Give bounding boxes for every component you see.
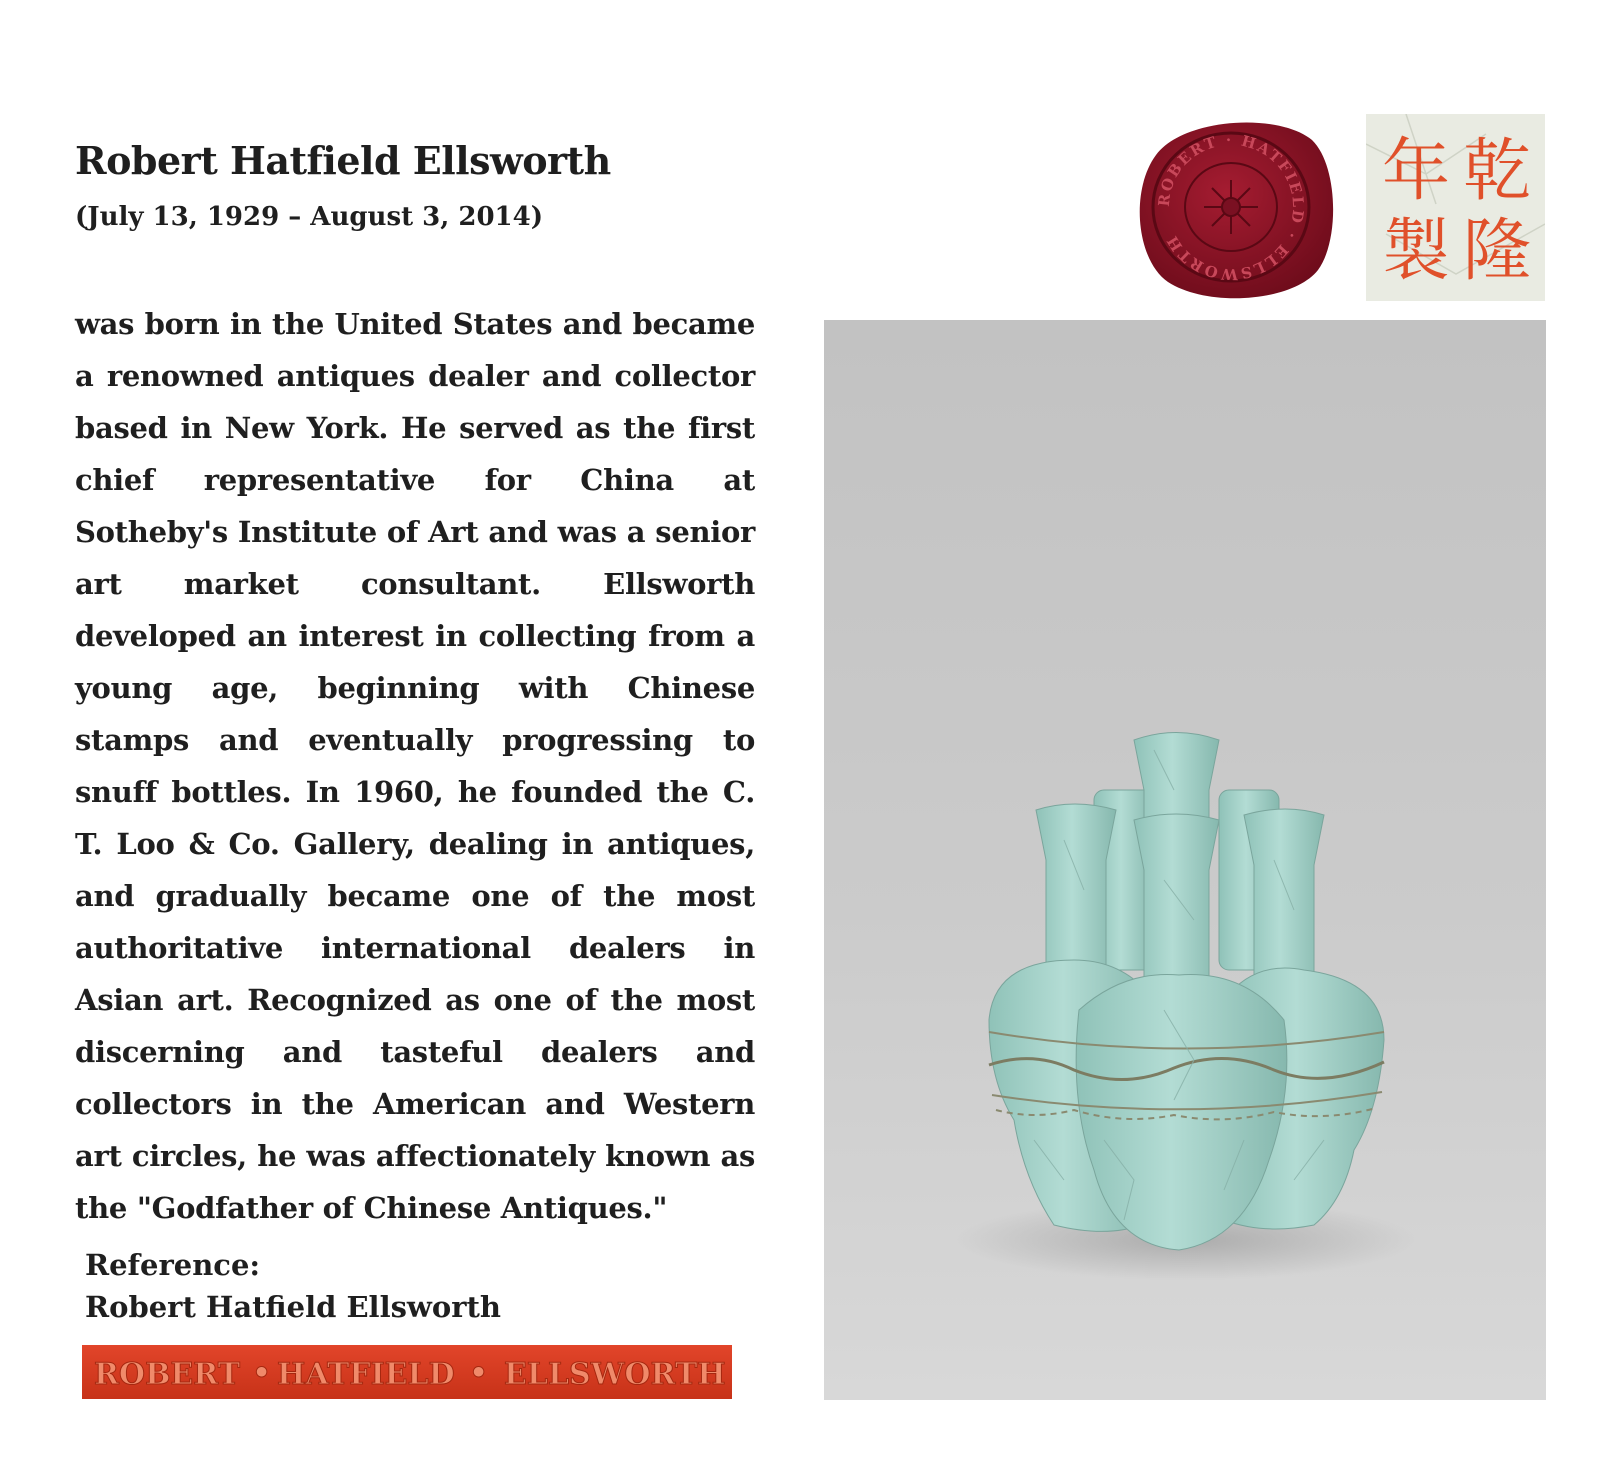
biography-text: was born in the United States and became a renowned antiques dealer and collector based in New York. He served as the first chief representative for China at Sotheby's Institute of Art and was a senior art market consultant. Ellsworth developed an interest in collecting from a young age, beginning with Chinese stamps and eventually progressing to snuff bottles. In 1960, he founded the C. T. Loo & Co. Gallery, dealing in antiques, and gradually became one of the most authoritative international dealers in Asian art. Recognized as one of the most discerning and tasteful dealers and collectors in the American and Western art circles, he was affectionately known as the "Godfather of Chinese Antiques." — [75, 307, 755, 1225]
stamp-dot-2: • — [469, 1356, 489, 1391]
vase-photo — [824, 320, 1546, 1400]
stamp-dot-1: • — [252, 1356, 272, 1391]
reference-block — [85, 1244, 501, 1328]
collector-stamp-bar — [82, 1345, 732, 1399]
artist-name: Robert Hatfield Ellsworth — [75, 138, 611, 183]
wax-seal-ring-text: ROBERT · HATFIELD · ELLSWORTH — [1154, 130, 1308, 284]
chinese-reign-mark — [1366, 114, 1545, 301]
reference-name: Robert Hatfield Ellsworth — [85, 1290, 501, 1324]
artist-dates: (July 13, 1929 – August 3, 2014) — [75, 202, 544, 232]
mark-char-4: 製 — [1381, 212, 1451, 291]
wax-seal — [1128, 110, 1334, 304]
stamp-part-2: HATFIELD — [277, 1357, 455, 1392]
mark-char-1: 乾 — [1462, 132, 1532, 211]
mark-char-3: 年 — [1381, 132, 1451, 211]
wax-seal-flower — [1204, 180, 1258, 234]
reference-heading: Reference: — [85, 1248, 261, 1282]
mark-char-2: 隆 — [1462, 212, 1532, 291]
stamp-part-3: ELLSWORTH — [504, 1357, 726, 1392]
stamp-part-1: ROBERT — [94, 1357, 241, 1392]
